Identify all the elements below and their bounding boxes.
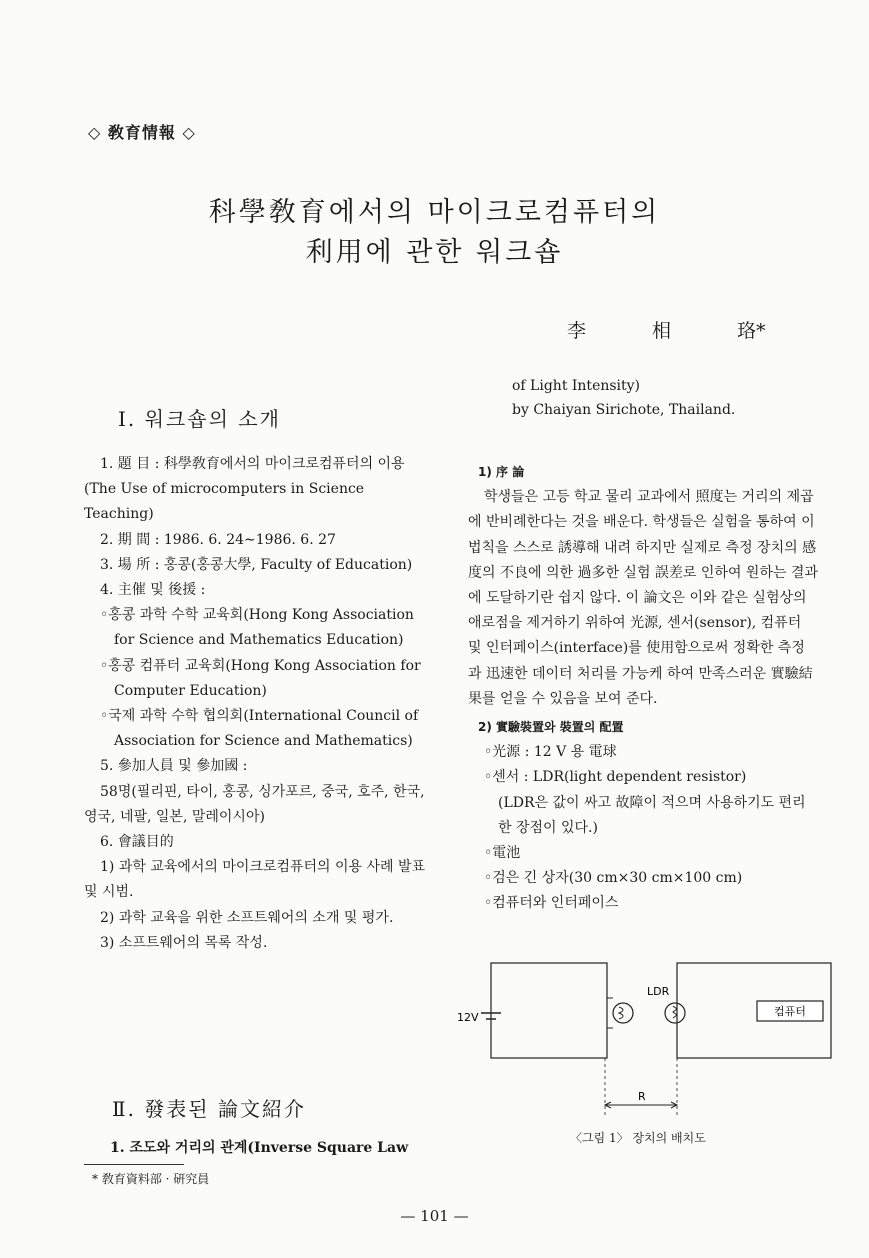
participants-text: 58명(필리핀, 타이, 홍콩, 싱가포르, 중국, 호주, 한국, 영국, 네팔, 일본, 말레이시아) — [84, 783, 425, 825]
host-item: ◦홍콩 과학 수학 교육회(Hong Kong Association for Science and Mathematics Education) — [100, 607, 414, 649]
footnote: * 敎育資料部 · 硏究員 — [92, 1172, 210, 1186]
info-purpose: 6. 會議目的 — [100, 834, 174, 851]
purpose-item: 3) 소프트웨어의 목록 작성. — [100, 934, 268, 951]
paper-title-cont: of Light Intensity) — [512, 378, 641, 394]
author-char-1: 李 — [567, 320, 587, 342]
figure-caption: 〈그림 1〉 장치의 배치도 — [570, 1131, 706, 1145]
info-hosts: 4. 主催 및 後援 : — [100, 582, 206, 599]
setup-item: ◦電池 — [484, 845, 521, 862]
right-column — [468, 460, 818, 917]
distance-label: R — [638, 1090, 646, 1103]
setup-item: ◦光源 : 12 V 용 電球 — [484, 744, 617, 761]
author-char-2: 相 — [652, 320, 672, 342]
setup-note: (LDR은 값이 싸고 故障이 적으며 사용하기도 편리한 장점이 있다.) — [498, 794, 806, 836]
subheading-setup: 2) 實驗裝置와 裝置의 配置 — [478, 720, 624, 735]
section-heading-1: Ⅰ. 워크숍의 소개 — [118, 407, 281, 431]
left-box — [491, 963, 607, 1058]
purpose-item: 2) 과학 교육을 위한 소프트웨어의 소개 및 평가. — [100, 909, 394, 926]
setup-item: ◦검은 긴 상자(30 cm×30 cm×100 cm) — [484, 870, 743, 887]
article-title-line2: 利用에 관한 워크숍 — [305, 237, 564, 268]
page-number: — 101 — — [400, 1207, 469, 1225]
paper-title: 1. 조도와 거리의 관계(Inverse Square Law — [110, 1140, 409, 1156]
section-heading-2: Ⅱ. 發表된 論文紹介 — [112, 1097, 306, 1121]
intro-paragraph: 학생들은 고등 학교 물리 교과에서 照度는 거리의 제곱에 반비례한다는 것을 배운다. 학생들은 실험을 통하여 이 법칙을 스스로 誘導해 내려 하지만 실제로 측정 장치의 感度의 不良에 의한 過多한 실험 誤差로 인하여 원하는 결과에 도달하기란 쉽지 않다. 이 論文은 이와 같은 실험상의 애로점을 제거하기 위하여 光源, 센서(sensor), 컴퓨터 및 인터페이스(interface)를 使用함으로써 정확한 측정과 迅速한 데이터 처리를 가능케 하여 만족스러운 實驗結果를 얻을 수 있음을 보여 준다. — [468, 489, 818, 707]
ldr-label: LDR — [647, 985, 670, 998]
info-title: 1. 題 目 : 科學敎育에서의 마이크로컴퓨터의 이용(The Use of microcomputers in Science Teaching) — [84, 456, 405, 523]
lamp-icon — [613, 1003, 633, 1023]
paper-author: by Chaiyan Sirichote, Thailand. — [512, 402, 736, 418]
info-place: 3. 場 所 : 홍콩(홍콩大學, Faculty of Education) — [100, 556, 413, 573]
info-period: 2. 期 間 : 1986. 6. 24∼1986. 6. 27 — [100, 531, 336, 548]
section-tag: ◇ 敎育情報 ◇ — [88, 123, 196, 142]
footnote-divider — [84, 1164, 184, 1165]
battery-label: 12V — [457, 1011, 479, 1024]
article-title-line1: 科學敎育에서의 마이크로컴퓨터의 — [208, 197, 661, 228]
apparatus-diagram — [455, 955, 835, 1125]
purpose-item: 1) 과학 교육에서의 마이크로컴퓨터의 이용 사례 발표 및 시범. — [84, 859, 426, 901]
info-participants: 5. 參加人員 및 參加國 : — [100, 758, 248, 775]
host-item: ◦국제 과학 수학 협의회(International Council of Association for Science and Mathematics) — [100, 708, 419, 750]
host-item: ◦홍콩 컴퓨터 교육회(Hong Kong Association for Computer Education) — [100, 657, 421, 699]
computer-label: 컴퓨터 — [774, 1005, 806, 1018]
subheading-intro: 1) 序 論 — [478, 465, 525, 479]
author-char-3: 珞* — [737, 320, 766, 342]
setup-item: ◦컴퓨터와 인터페이스 — [484, 895, 619, 912]
left-column — [84, 452, 434, 956]
setup-item: ◦센서 : LDR(light dependent resistor) — [484, 769, 747, 786]
